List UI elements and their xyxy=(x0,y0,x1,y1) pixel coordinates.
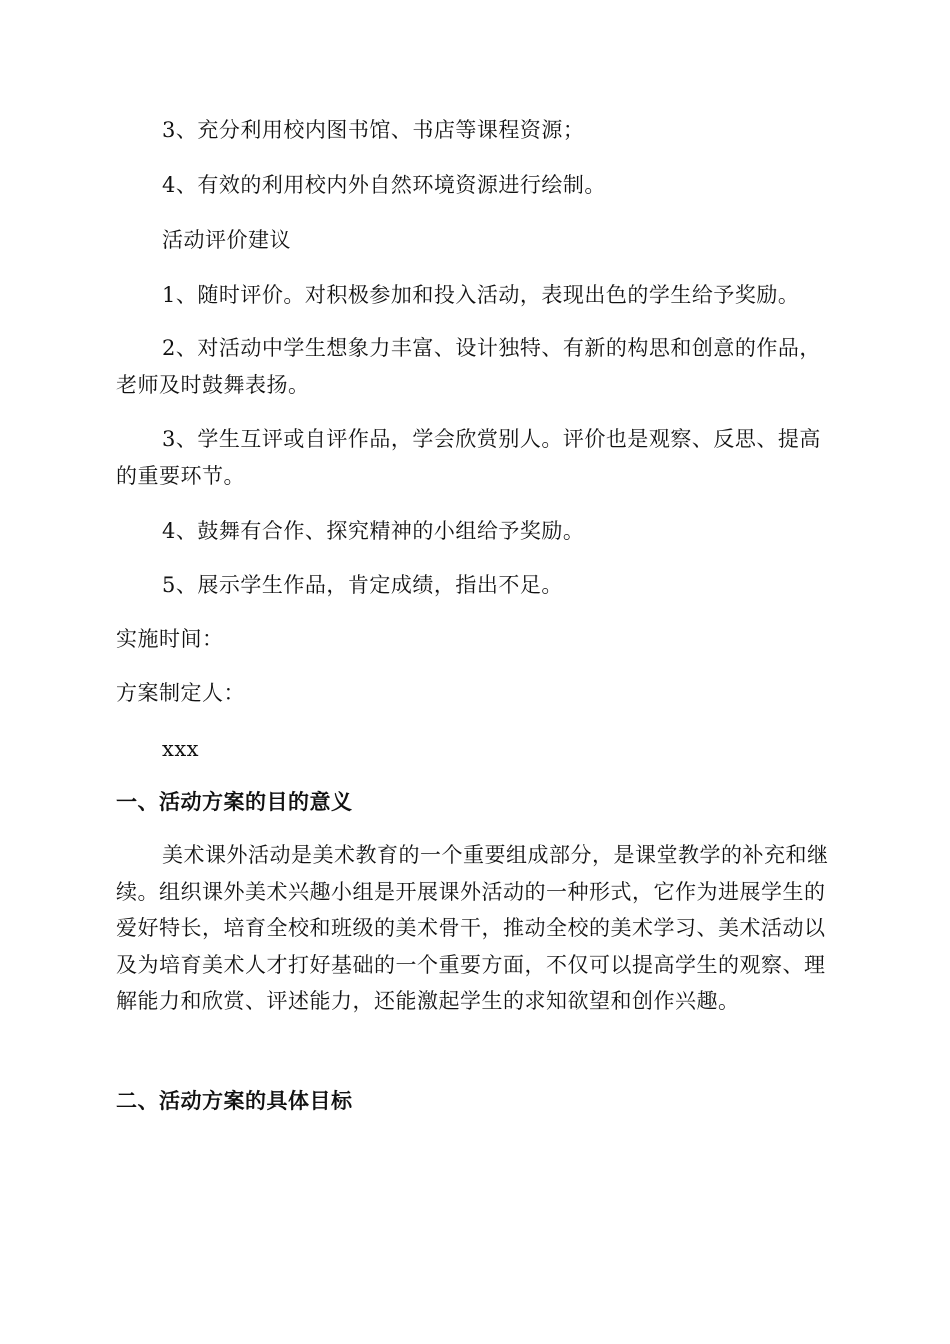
section2-heading: 二、活动方案的具体目标 xyxy=(116,1088,353,1113)
planner-label: 方案制定人： xyxy=(116,681,245,705)
resource-item-3: 3、充分利用校内图书馆、书店等课程资源； xyxy=(162,118,585,142)
evaluation-item-3: 3、学生互评或自评作品，学会欣赏别人。评价也是观察、反思、提高的重要环节。 xyxy=(116,427,821,488)
evaluation-title: 活动评价建议 xyxy=(162,228,291,252)
evaluation-item-1: 1、随时评价。对积极参加和投入活动，表现出色的学生给予奖励。 xyxy=(162,283,800,307)
implementation-time-label: 实施时间： xyxy=(116,627,224,651)
author-name: xxx xyxy=(162,737,200,761)
section1-heading: 一、活动方案的目的意义 xyxy=(116,789,353,814)
section1-body: 美术课外活动是美术教育的一个重要组成部分，是课堂教学的补充和继续。组织课外美术兴趣小组是开展课外活动的一种形式，它作为进展学生的爱好特长，培育全校和班级的美术骨干，推动全校的美术学习、美术活动以及为培育美术人才打好基础的一个重要方面，不仅可以提高学生的观察、理解能力和欣赏、评述能力，还能激起学生的求知欲望和创作兴趣。 xyxy=(116,843,829,1013)
evaluation-item-5: 5、展示学生作品，肯定成绩，指出不足。 xyxy=(162,573,563,597)
evaluation-item-2: 2、对活动中学生想象力丰富、设计独特、有新的构思和创意的作品，老师及时鼓舞表扬。 xyxy=(116,336,821,397)
evaluation-item-4: 4、鼓舞有合作、探究精神的小组给予奖励。 xyxy=(162,519,585,543)
resource-item-4: 4、有效的利用校内外自然环境资源进行绘制。 xyxy=(162,173,606,197)
